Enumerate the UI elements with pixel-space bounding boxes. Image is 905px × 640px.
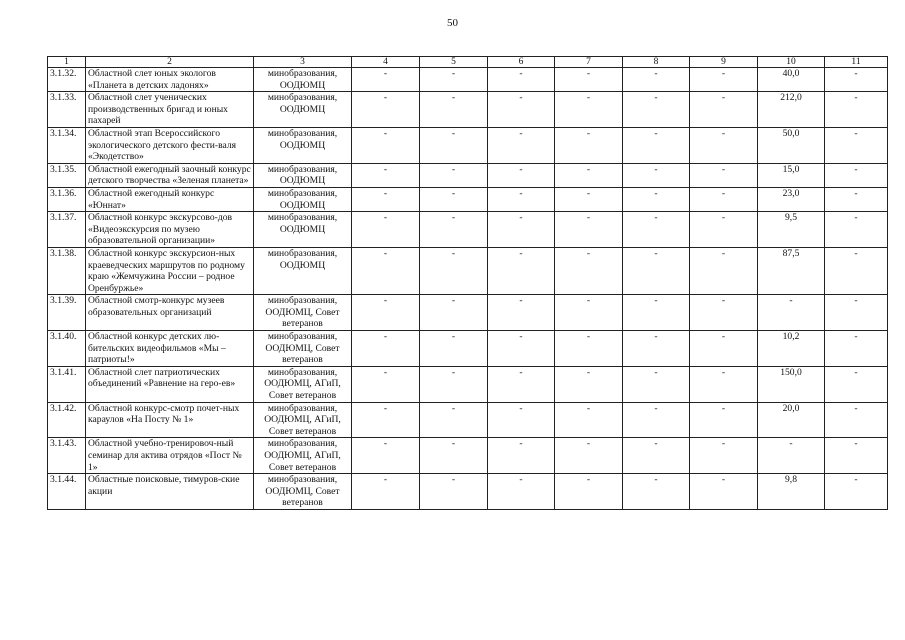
value-cell: - [420, 163, 488, 187]
row-number: 3.1.35. [48, 163, 86, 187]
value-cell: - [825, 438, 888, 474]
value-cell: - [555, 402, 623, 438]
value-cell: - [825, 402, 888, 438]
value-cell: - [488, 187, 555, 211]
value-cell: - [420, 366, 488, 402]
value-cell: - [623, 438, 690, 474]
column-header-6: 6 [488, 57, 555, 68]
row-number: 3.1.36. [48, 187, 86, 211]
value-cell: - [825, 331, 888, 367]
value-cell: - [825, 212, 888, 248]
row-number: 3.1.43. [48, 438, 86, 474]
event-name: Областной ежегодный заочный конкурс детского творчества «Зеленая планета» [86, 163, 254, 187]
table-row [48, 187, 888, 211]
page-number: 50 [447, 17, 458, 29]
value-cell: - [420, 331, 488, 367]
value-cell: - [690, 331, 758, 367]
value-cell: - [352, 295, 420, 331]
value-cell: - [825, 474, 888, 510]
value-cell: - [690, 438, 758, 474]
executor: минобразования, ООДЮМЦ, АГиП, Совет ветеранов [254, 366, 352, 402]
event-name: Областной смотр-конкурс музеев образовательных организаций [86, 295, 254, 331]
table-row [48, 68, 888, 92]
value-cell: - [488, 438, 555, 474]
column-header-8: 8 [623, 57, 690, 68]
executor: минобразования, ООДЮМЦ [254, 247, 352, 294]
value-cell: - [420, 402, 488, 438]
value-cell: - [690, 163, 758, 187]
column-header-4: 4 [352, 57, 420, 68]
header-row [48, 57, 888, 68]
value-cell: - [825, 163, 888, 187]
table-row [48, 438, 888, 474]
event-name: Областные поисковые, тимуров-ские акции [86, 474, 254, 510]
row-number: 3.1.33. [48, 92, 86, 128]
value-cell: - [623, 402, 690, 438]
value-cell: - [555, 438, 623, 474]
value-cell: 9,8 [758, 474, 825, 510]
event-name: Областной конкурс детских лю-бительских видеофильмов «Мы – патриоты!» [86, 331, 254, 367]
table-body [48, 68, 888, 510]
event-name: Областной учебно-тренировоч-ный семинар для актива отрядов «Пост № 1» [86, 438, 254, 474]
value-cell: - [623, 212, 690, 248]
value-cell: - [623, 127, 690, 163]
value-cell: - [488, 212, 555, 248]
event-name: Областной конкурс-смотр почет-ных караулов «На Посту № 1» [86, 402, 254, 438]
value-cell: - [623, 366, 690, 402]
value-cell: - [488, 331, 555, 367]
column-header-11: 11 [825, 57, 888, 68]
column-header-3: 3 [254, 57, 352, 68]
executor: минобразования, ООДЮМЦ, АГиП, Совет ветеранов [254, 438, 352, 474]
value-cell: 9,5 [758, 212, 825, 248]
event-name: Областной слет патриотических объединений «Равнение на геро-ев» [86, 366, 254, 402]
value-cell: - [352, 212, 420, 248]
value-cell: - [420, 474, 488, 510]
table-row [48, 127, 888, 163]
row-number: 3.1.40. [48, 331, 86, 367]
value-cell: - [825, 92, 888, 128]
value-cell: - [555, 366, 623, 402]
value-cell: - [420, 438, 488, 474]
value-cell: - [488, 92, 555, 128]
executor: минобразования, ООДЮМЦ, АГиП, Совет ветеранов [254, 402, 352, 438]
table-row [48, 247, 888, 294]
value-cell: 10,2 [758, 331, 825, 367]
value-cell: - [555, 247, 623, 294]
table-row [48, 402, 888, 438]
value-cell: - [352, 402, 420, 438]
value-cell: - [352, 366, 420, 402]
event-name: Областной конкурс экскурсово-дов «Видеоэкскурсия по музею образовательной организации» [86, 212, 254, 248]
table-row [48, 474, 888, 510]
value-cell: - [488, 68, 555, 92]
value-cell: - [825, 187, 888, 211]
value-cell: - [420, 92, 488, 128]
column-header-2: 2 [86, 57, 254, 68]
executor: минобразования, ООДЮМЦ [254, 212, 352, 248]
value-cell: - [488, 295, 555, 331]
value-cell: - [825, 366, 888, 402]
value-cell: - [690, 212, 758, 248]
value-cell: 23,0 [758, 187, 825, 211]
value-cell: - [690, 402, 758, 438]
value-cell: 15,0 [758, 163, 825, 187]
event-name: Областной конкурс экскурсион-ных краеведческих маршрутов по родному краю «Жемчужина России – родное Оренбуржье» [86, 247, 254, 294]
executor: минобразования, ООДЮМЦ, Совет ветеранов [254, 474, 352, 510]
row-number: 3.1.44. [48, 474, 86, 510]
value-cell: - [623, 68, 690, 92]
value-cell: - [758, 438, 825, 474]
value-cell: - [690, 295, 758, 331]
row-number: 3.1.39. [48, 295, 86, 331]
program-table [47, 56, 888, 510]
value-cell: - [690, 474, 758, 510]
event-name: Областной этап Всероссийского экологического детского фести-валя «Экодетство» [86, 127, 254, 163]
value-cell: 212,0 [758, 92, 825, 128]
event-name: Областной слет юных экологов «Планета в детских ладонях» [86, 68, 254, 92]
value-cell: - [488, 127, 555, 163]
value-cell: - [352, 474, 420, 510]
column-header-10: 10 [758, 57, 825, 68]
value-cell: - [623, 92, 690, 128]
value-cell: 20,0 [758, 402, 825, 438]
table-header [48, 57, 888, 68]
value-cell: 150,0 [758, 366, 825, 402]
value-cell: - [623, 163, 690, 187]
table-row [48, 295, 888, 331]
value-cell: - [825, 127, 888, 163]
value-cell: - [623, 474, 690, 510]
column-header-7: 7 [555, 57, 623, 68]
value-cell: - [623, 295, 690, 331]
value-cell: - [488, 247, 555, 294]
column-header-5: 5 [420, 57, 488, 68]
value-cell: - [488, 474, 555, 510]
row-number: 3.1.34. [48, 127, 86, 163]
row-number: 3.1.38. [48, 247, 86, 294]
executor: минобразования, ООДЮМЦ [254, 92, 352, 128]
value-cell: - [352, 92, 420, 128]
value-cell: - [825, 247, 888, 294]
column-header-9: 9 [690, 57, 758, 68]
value-cell: - [825, 295, 888, 331]
value-cell: - [555, 68, 623, 92]
value-cell: - [352, 127, 420, 163]
value-cell: - [690, 247, 758, 294]
value-cell: - [420, 247, 488, 294]
executor: минобразования, ООДЮМЦ, Совет ветеранов [254, 331, 352, 367]
value-cell: - [352, 438, 420, 474]
column-header-1: 1 [48, 57, 86, 68]
value-cell: - [623, 247, 690, 294]
value-cell: - [690, 68, 758, 92]
row-number: 3.1.37. [48, 212, 86, 248]
value-cell: - [690, 127, 758, 163]
value-cell: - [420, 295, 488, 331]
executor: минобразования, ООДЮМЦ [254, 68, 352, 92]
table-row [48, 163, 888, 187]
value-cell: 40,0 [758, 68, 825, 92]
value-cell: - [690, 187, 758, 211]
value-cell: - [555, 474, 623, 510]
value-cell: - [555, 163, 623, 187]
table-row [48, 366, 888, 402]
value-cell: - [420, 68, 488, 92]
table-row [48, 212, 888, 248]
value-cell: - [352, 247, 420, 294]
value-cell: - [623, 187, 690, 211]
value-cell: - [352, 331, 420, 367]
value-cell: - [420, 127, 488, 163]
value-cell: - [758, 295, 825, 331]
executor: минобразования, ООДЮМЦ [254, 127, 352, 163]
value-cell: - [420, 187, 488, 211]
value-cell: - [488, 402, 555, 438]
value-cell: - [555, 187, 623, 211]
event-name: Областной слет ученических производственных бригад и юных пахарей [86, 92, 254, 128]
row-number: 3.1.32. [48, 68, 86, 92]
value-cell: - [555, 92, 623, 128]
value-cell: - [352, 187, 420, 211]
event-name: Областной ежегодный конкурс «Юннат» [86, 187, 254, 211]
executor: минобразования, ООДЮМЦ [254, 187, 352, 211]
value-cell: 87,5 [758, 247, 825, 294]
executor: минобразования, ООДЮМЦ, Совет ветеранов [254, 295, 352, 331]
value-cell: - [623, 331, 690, 367]
value-cell: - [555, 295, 623, 331]
value-cell: - [555, 127, 623, 163]
table-row [48, 92, 888, 128]
value-cell: - [488, 366, 555, 402]
row-number: 3.1.41. [48, 366, 86, 402]
value-cell: - [352, 68, 420, 92]
value-cell: - [690, 92, 758, 128]
value-cell: - [488, 163, 555, 187]
value-cell: - [825, 68, 888, 92]
value-cell: - [555, 212, 623, 248]
executor: минобразования, ООДЮМЦ [254, 163, 352, 187]
value-cell: - [555, 331, 623, 367]
value-cell: - [420, 212, 488, 248]
table-row [48, 331, 888, 367]
row-number: 3.1.42. [48, 402, 86, 438]
value-cell: 50,0 [758, 127, 825, 163]
value-cell: - [352, 163, 420, 187]
value-cell: - [690, 366, 758, 402]
